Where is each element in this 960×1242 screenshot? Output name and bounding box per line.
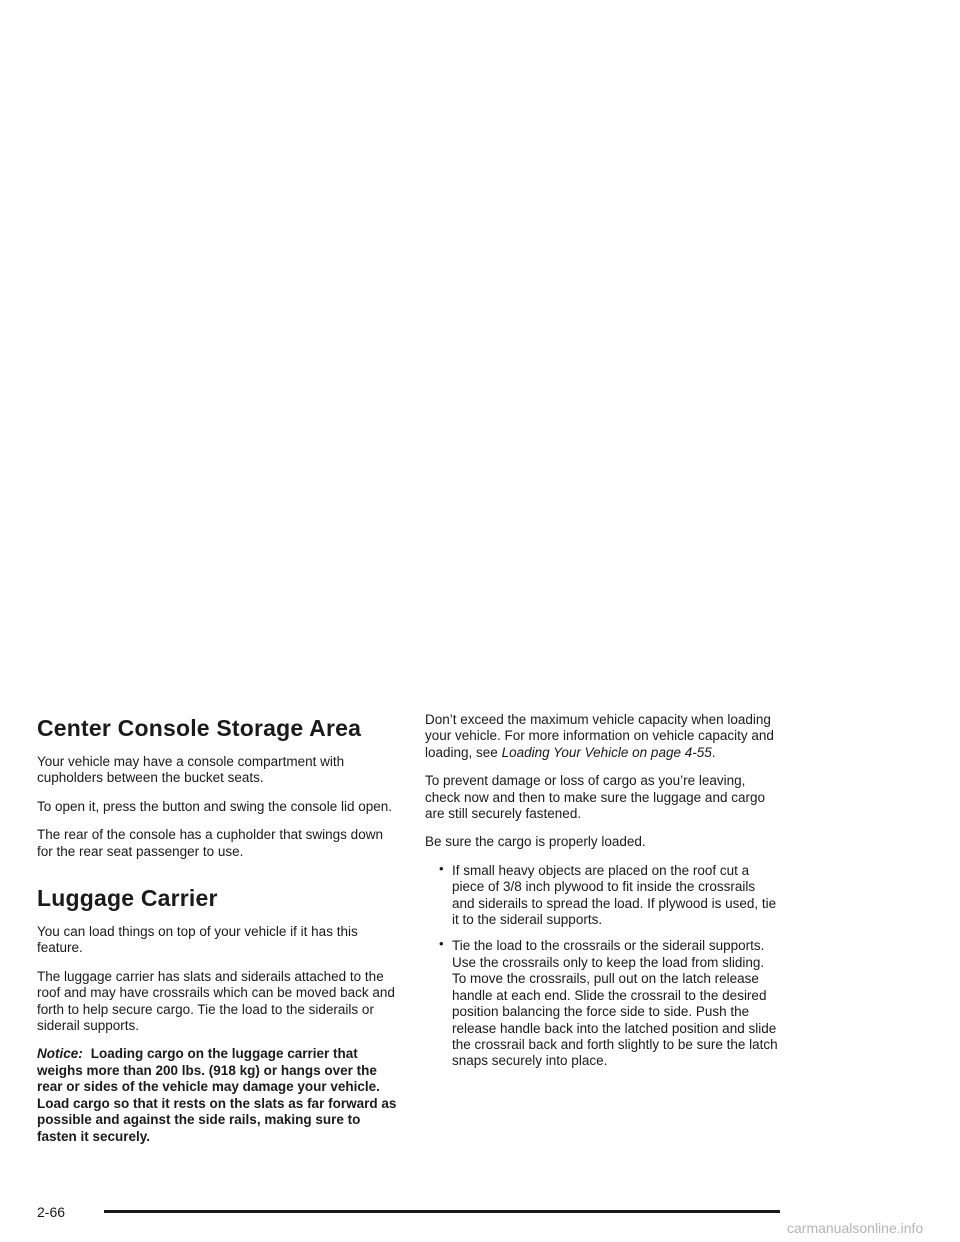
right-column [425,712,780,1080]
list-item [425,860,780,929]
watermark: carmanualsonline.info [787,1220,924,1236]
paragraph-console-rear: The rear of the console has a cupholder that swings down for the rear seat passenger to use. [37,827,383,859]
list-item [425,938,780,1069]
bullet-icon: • [439,936,444,952]
paragraph-console-intro: Your vehicle may have a console compartment with cupholders between the bucket seats. [37,754,345,786]
cross-reference-link[interactable]: Loading Your Vehicle on page 4-55 [501,744,712,760]
paragraph-capacity-text: Don’t exceed the maximum vehicle capacity when loading your vehicle. For more information on vehicle capacity and loading, see [425,712,774,760]
footer-rule [104,1210,780,1213]
paragraph-luggage-intro: You can load things on top of your vehicle if it has this feature. [37,924,358,956]
list-item-text: Tie the load to the crossrails or the siderail supports. Use the crossrails only to keep the load from sliding. To move the crossrails, pull out on the latch release handle at each end. Slide the crossrail to the desired position balancing the force side to side. Push the release handle back into the latched position and slide the crossrail back and forth slightly to be sure the latch snaps securely into place. [452,938,778,1069]
notice-label: Notice: [37,1046,83,1062]
paragraph-prevent-damage: To prevent damage or loss of cargo as you’re leaving, check now and then to make sure the luggage and cargo are still securely fastened. [425,773,765,822]
notice-block [37,1046,399,1144]
paragraph-console-open: To open it, press the button and swing the console lid open. [37,798,392,814]
section-heading-center-console: Center Console Storage Area [37,715,362,741]
page-number: 2-66 [37,1204,66,1220]
paragraph-capacity [425,712,780,761]
paragraph-capacity-end: . [711,744,716,760]
bullet-icon: • [439,860,444,876]
paragraph-luggage-description: The luggage carrier has slats and siderails attached to the roof and may have crossrails which can be moved back and forth to help secure cargo. Tie the load to the siderails or siderail supports. [37,968,395,1034]
cargo-bullet-list [425,860,780,1070]
paragraph-properly-loaded: Be sure the cargo is properly loaded. [425,834,646,850]
list-item-text: If small heavy objects are placed on the roof cut a piece of 3/8 inch plywood to fit inside the crossrails and siderails to spread the load. If plywood is used, tie it to the siderail supports. [452,862,777,928]
notice-text: Loading cargo on the luggage carrier that weighs more than 200 lbs. (918 kg) or hangs over the rear or sides of the vehicle may damage your vehicle. Load cargo so that it rests on the slats as far forward as possible and against the side rails, making sure to fasten it securely. [37,1046,397,1144]
left-column [37,712,399,1157]
section-heading-luggage-carrier: Luggage Carrier [37,885,218,912]
